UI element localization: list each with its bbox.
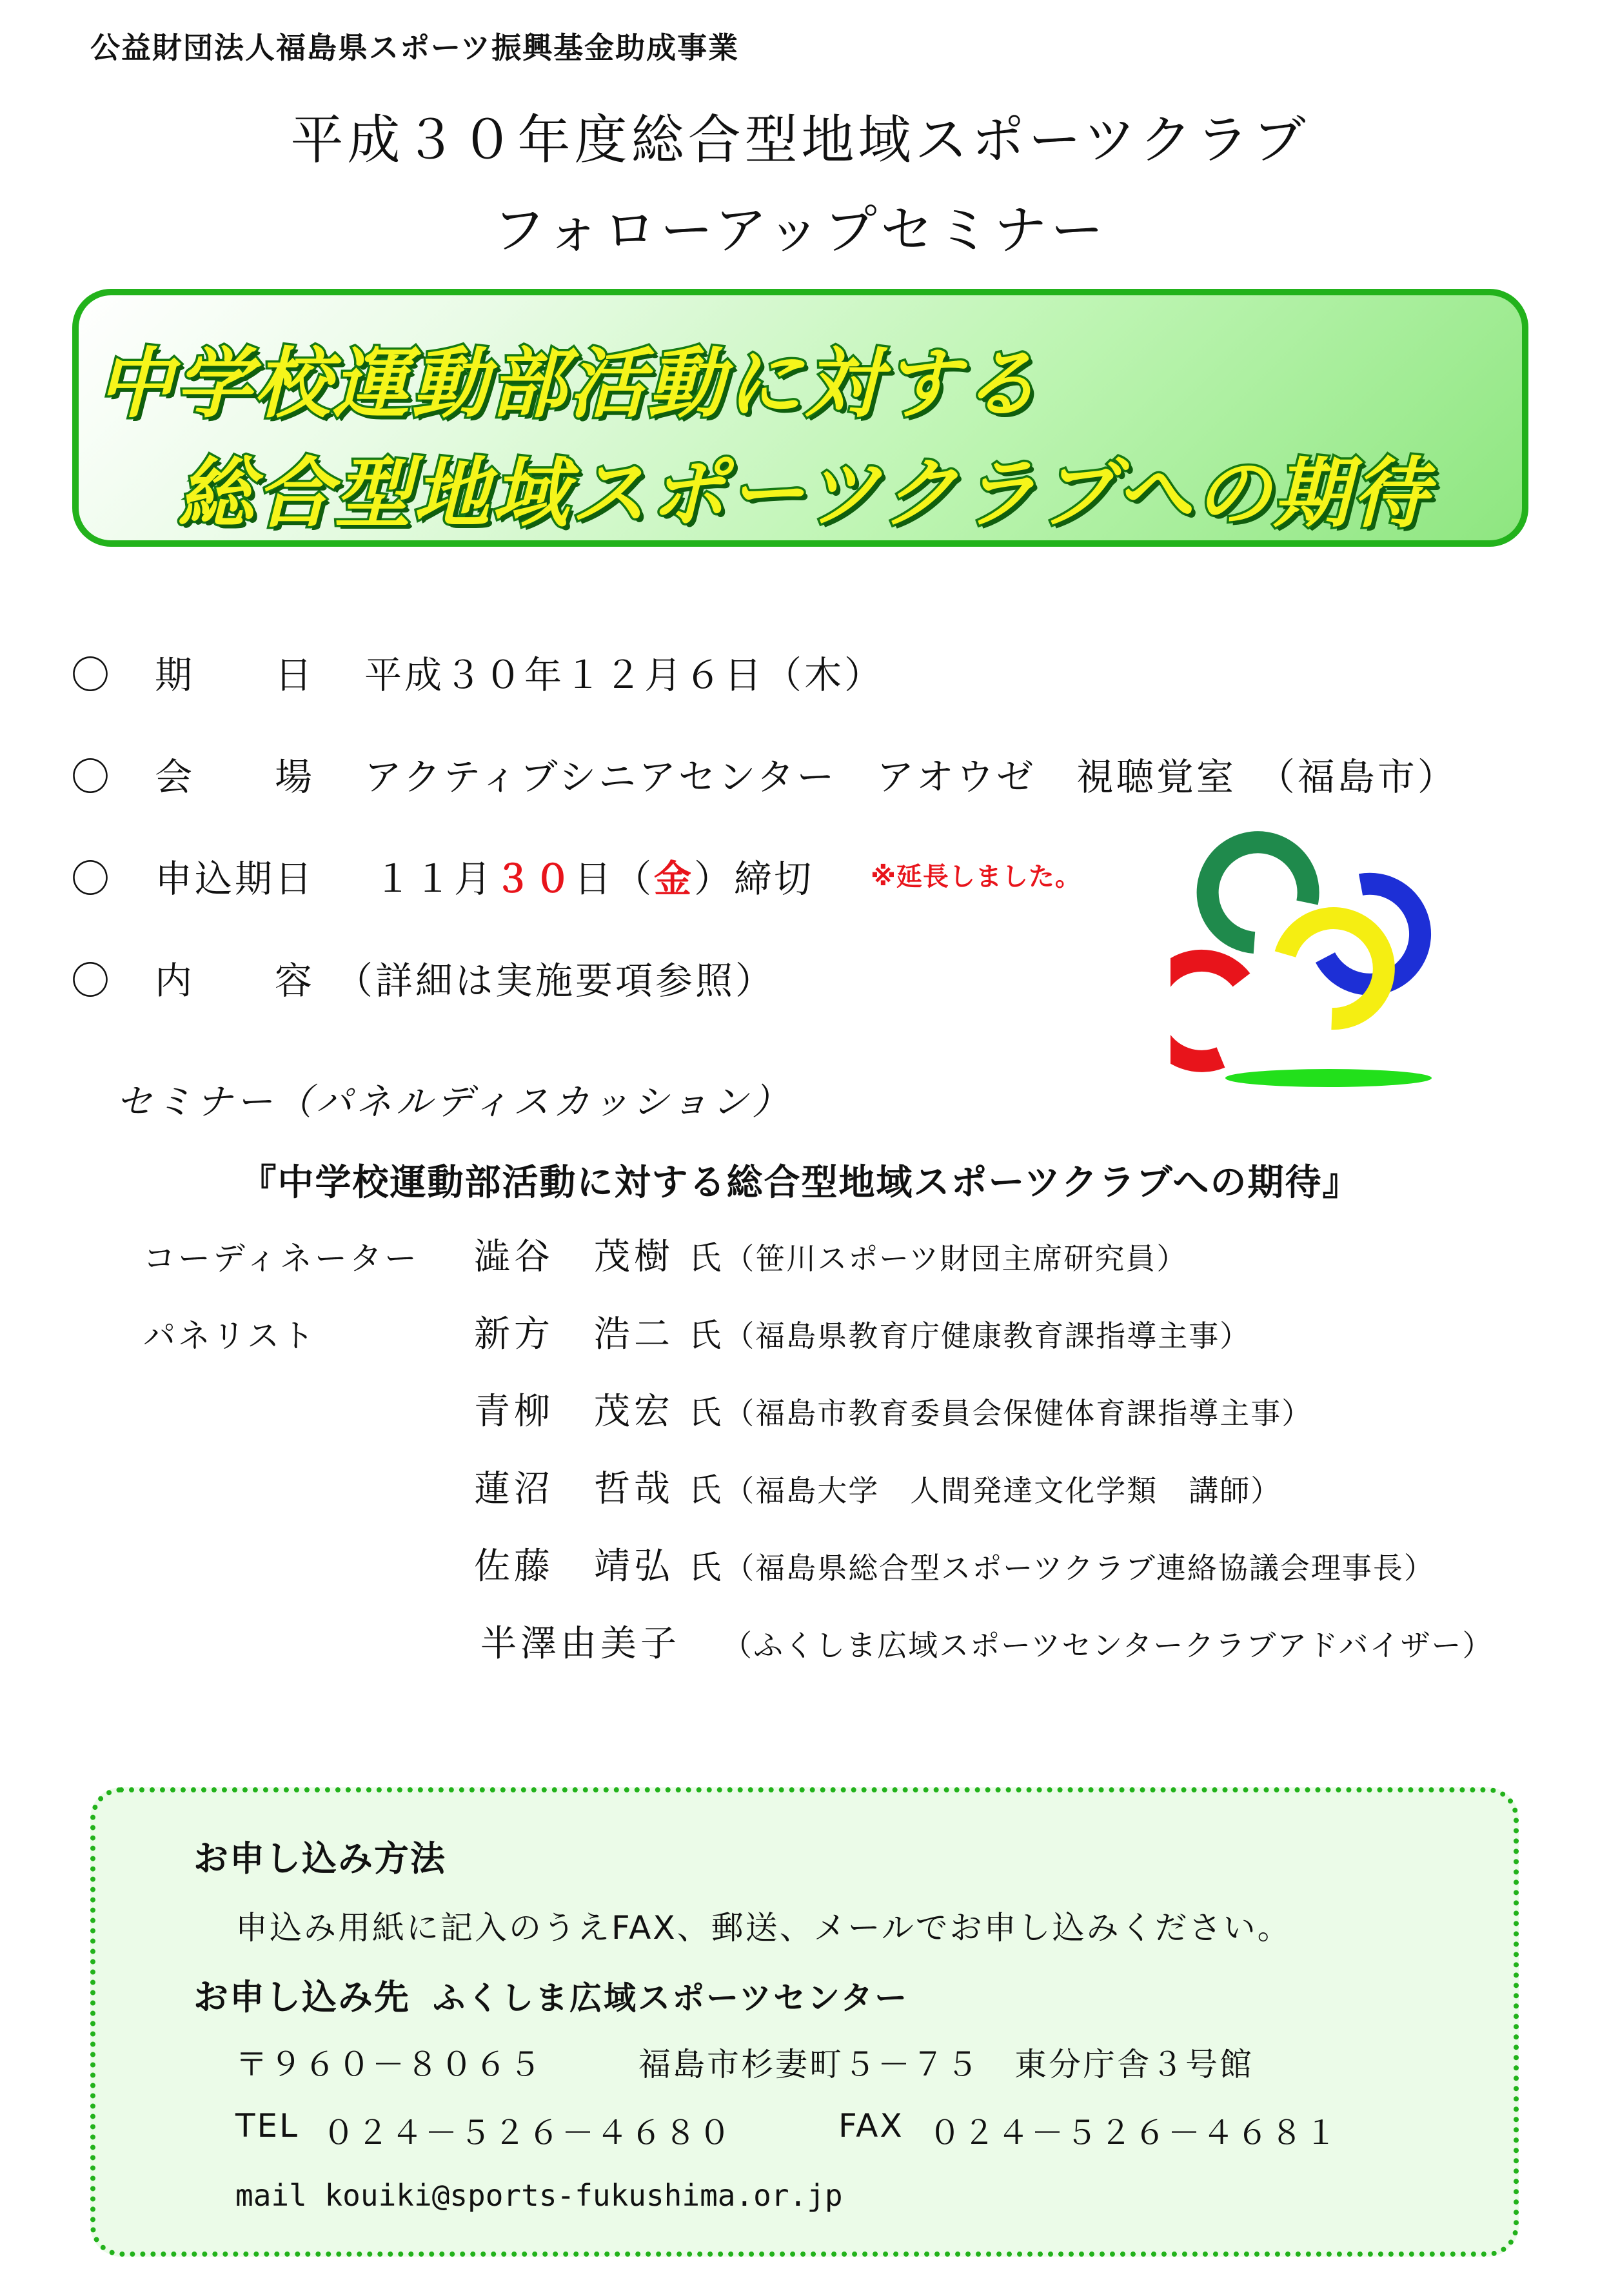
application-method-text: 申込み用紙に記入のうえFAX、郵送、メールでお申し込みください。 (235, 1909, 1292, 1947)
content-value: （詳細は実施要項参照） (335, 959, 776, 1003)
person-name: 澁谷 茂樹 (474, 1236, 674, 1278)
page-title-line2: フォローアップセミナー (492, 200, 1108, 261)
tel-number: ０２４－５２６－４６８０ (322, 2114, 733, 2152)
date-label: 期 日 (155, 653, 315, 697)
bullet-circle: 〇 (71, 857, 110, 902)
deadline-mid: 日（ (574, 857, 655, 901)
person-name: 青柳 茂宏 (474, 1391, 674, 1433)
person-row (474, 1383, 1312, 1435)
person-name: 蓮沼 哲哉 (474, 1468, 674, 1510)
seminar-label: セミナー（パネルディスカッション） (116, 1081, 792, 1123)
deadline-label: 申込期日 (155, 857, 315, 901)
person-name: 佐藤 靖弘 (474, 1545, 674, 1587)
email-row (235, 2178, 843, 2213)
honorific: 氏 (689, 1239, 722, 1277)
venue-label: 会 場 (155, 755, 315, 799)
venue-value: アクティブシニアセンター アオウゼ 視聴覚室 （福島市） (364, 755, 1457, 799)
person-row (474, 1538, 1435, 1589)
honorific: 氏 (689, 1549, 722, 1586)
person-affiliation: （ふくしま広域スポーツセンタークラブアドバイザー） (722, 1628, 1494, 1663)
honorific: 氏 (689, 1317, 722, 1354)
mail-label: mail (235, 2178, 307, 2213)
seminar-title: 『中学校運動部活動に対する総合型地域スポーツクラブへの期待』 (240, 1162, 1360, 1204)
postal-code: 〒９６０－８０６５ (235, 2046, 543, 2083)
banner-title-line1: 中学校運動部活動に対する (97, 339, 1042, 428)
person-name: 半澤由美子 (480, 1623, 680, 1665)
deadline-value (374, 849, 814, 903)
application-destination-heading: お申し込み先 (193, 1977, 410, 2017)
person-affiliation: （福島市教育委員会保健体育課指導主事） (724, 1396, 1313, 1431)
tel-label: TEL (235, 2107, 299, 2144)
coordinator-role: コーディネーター (143, 1240, 419, 1277)
bullet-circle: 〇 (71, 755, 110, 800)
application-destination-org: ふくしま広域スポーツセンター (433, 1979, 909, 2017)
person-affiliation: （笹川スポーツ財団主席研究員） (724, 1241, 1188, 1276)
person-affiliation: （福島県総合型スポーツクラブ連絡協議会理事長） (724, 1551, 1435, 1585)
page-title-line1: 平成３０年度総合型地域スポーツクラブ (290, 110, 1310, 171)
deadline-suffix: ）締切 (694, 857, 815, 901)
sports-club-rings-logo-icon (1170, 825, 1454, 1096)
person-affiliation: （福島県教育庁健康教育課指導主事） (724, 1319, 1251, 1353)
application-method-heading: お申し込み方法 (193, 1838, 446, 1879)
bullet-circle: 〇 (71, 653, 110, 698)
fax-number: ０２４－５２６－４６８１ (929, 2114, 1339, 2152)
sponsor-line: 公益財団法人福島県スポーツ振興基金助成事業 (90, 30, 740, 65)
fax-label: FAX (838, 2107, 904, 2144)
panelist-role: パネリスト (143, 1317, 317, 1355)
deadline-month: １１月 (374, 857, 495, 901)
deadline-extended-note: ※延長しました。 (871, 862, 1081, 892)
banner-title-line2: 総合型地域スポーツクラブへの期待 (177, 449, 1431, 538)
email-address[interactable]: kouiki@sports-fukushima.or.jp (324, 2178, 843, 2213)
application-destination (193, 1970, 909, 2019)
person-row (474, 1228, 1187, 1280)
content-label: 内 容 (155, 959, 315, 1003)
person-row (474, 1460, 1281, 1512)
honorific: 氏 (689, 1394, 722, 1431)
date-value: 平成３０年１２月６日（木） (364, 653, 885, 697)
bullet-circle: 〇 (71, 959, 110, 1004)
address: 福島市杉妻町５－７５ 東分庁舎３号館 (638, 2046, 1254, 2083)
honorific: 氏 (689, 1471, 722, 1509)
person-row (474, 1306, 1250, 1357)
deadline-weekday: 金 (654, 857, 695, 901)
person-name: 新方 浩二 (474, 1313, 674, 1355)
person-row (480, 1615, 1494, 1667)
deadline-day: ３０ (494, 857, 575, 901)
person-affiliation: （福島大学 人間発達文化学類 講師） (724, 1473, 1282, 1508)
